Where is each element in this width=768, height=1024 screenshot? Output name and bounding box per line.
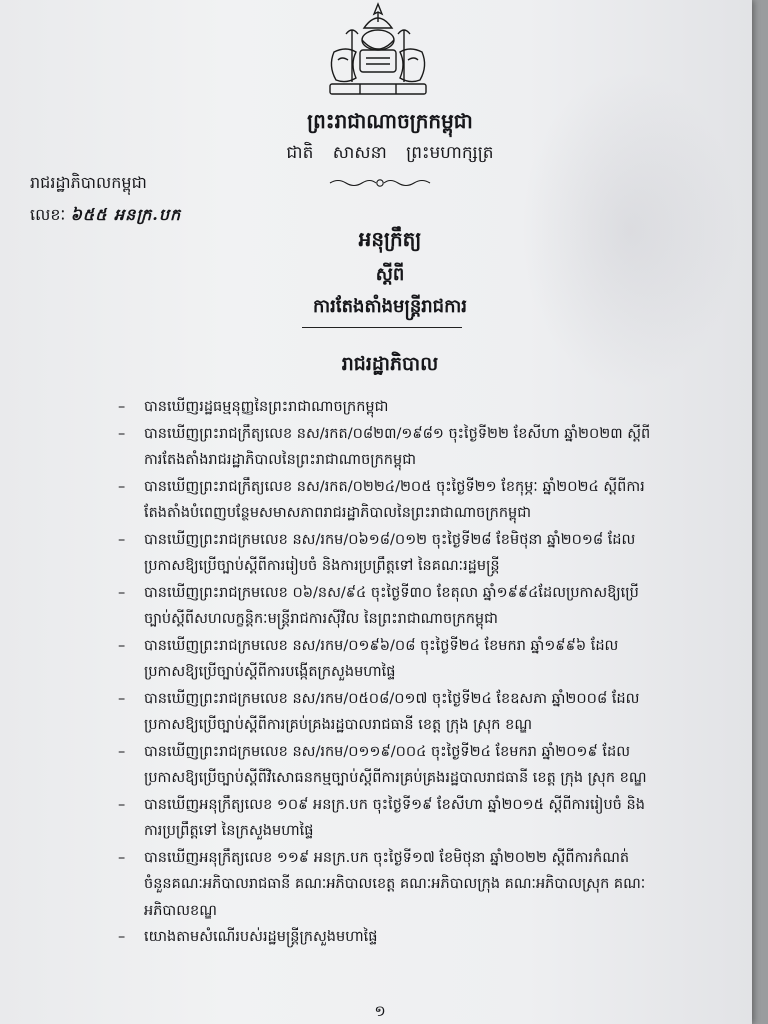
considerations-list: [112, 394, 652, 951]
consideration-item: [112, 394, 652, 421]
consideration-text: បានឃើញព្រះរាជក្រឹត្យលេខ នស/រកត/០៨២៣/១៩៨១ ចុះថ្ងៃទី២២ ខែសីហា ឆ្នាំ២០២៣ ស្តីពីការតែងតាំងរាជរដ្ឋាភិបាលនៃព្រះរាជាណាចក្រកម្ពុជា: [144, 425, 651, 468]
list-dash: –: [118, 849, 126, 866]
subject-underline: [302, 327, 462, 328]
list-dash: –: [118, 690, 126, 707]
page-number: ១: [374, 1002, 386, 1020]
consideration-text: បានឃើញព្រះរាជក្រមលេខ នស/រកម/០១១៩/០០៤ ចុះថ្ងៃទី២៤ ខែមករា ឆ្នាំ២០១៩ ដែលប្រកាសឱ្យប្រើច្បាប់ស្តីពីវិសោធនកម្មច្បាប់ស្តីពីការគ្រប់គ្រងរដ្ឋបាលរាជធានី ខេត្ត ក្រុង ស្រុក ខណ្ឌ: [144, 743, 647, 786]
number-value: ៦៥៥ អនក្រ.បក: [70, 205, 182, 224]
consideration-item: [112, 792, 652, 845]
consideration-text: យោងតាមសំណើរបស់រដ្ឋមន្ត្រីក្រសួងមហាផ្ទៃ: [144, 929, 378, 945]
list-dash: –: [118, 796, 126, 813]
consideration-item: [112, 924, 652, 951]
government-heading: រាជរដ្ឋាភិបាល: [341, 353, 439, 375]
list-dash: –: [118, 929, 126, 945]
consideration-item: [112, 739, 652, 792]
list-dash: –: [118, 399, 126, 415]
list-dash: –: [118, 637, 126, 654]
consideration-text: បានឃើញរដ្ឋធម្មនុញ្ញនៃព្រះរាជាណាចក្រកម្ពុជា: [144, 399, 389, 415]
consideration-text: បានឃើញព្រះរាជក្រមលេខ ០៦/នស/៩៤ ចុះថ្ងៃទី៣០ ខែតុលា ឆ្នាំ១៩៩៤ដែលប្រកាសឱ្យប្រើច្បាប់ស្តីពីសហលក្ខន្តិកៈមន្ត្រីរាជការស៊ីវិល នៃព្រះរាជាណាចក្រកម្ពុជា: [144, 584, 639, 627]
consideration-text: បានឃើញអនុក្រឹត្យលេខ ១០៩ អនក្រ.បក ចុះថ្ងៃទី១៩ ខែសីហា ឆ្នាំ២០១៥ ស្តីពីការរៀបចំ និងការប្រព្រឹត្តទៅ នៃក្រសួងមហាផ្ទៃ: [144, 796, 645, 839]
list-dash: –: [118, 425, 126, 442]
national-motto: ជាតិ សាសនា ព្រះមហាក្សត្រ: [286, 143, 494, 163]
list-dash: –: [118, 531, 126, 548]
consideration-item: [112, 633, 652, 686]
kingdom-heading: ព្រះរាជាណាចក្រកម្ពុជា: [307, 109, 473, 133]
consideration-item: [112, 421, 652, 474]
royal-emblem-icon: [320, 0, 436, 104]
consideration-item: [112, 845, 652, 925]
consideration-item: [112, 527, 652, 580]
document-subject: ការតែងតាំងមន្ត្រីរាជការ: [313, 296, 467, 317]
consideration-text: បានឃើញព្រះរាជក្រមលេខ នស/រកម/០១៩៦/០៨ ចុះថ្ងៃទី២៤ ខែមករា ឆ្នាំ១៩៩៦ ដែលប្រកាសឱ្យប្រើច្បាប់ស្តីពីការបង្កើតក្រសួងមហាផ្ទៃ: [144, 637, 619, 680]
list-dash: –: [118, 584, 126, 601]
consideration-text: បានឃើញព្រះរាជក្រមលេខ នស/រកម/០៥០៨/០១៧ ចុះថ្ងៃទី២៤ ខែឧសភា ឆ្នាំ២០០៨ ដែលប្រកាសឱ្យប្រើច្បាប់ស្តីពីការគ្រប់គ្រងរដ្ឋបាលរាជធានី ខេត្ត ក្រុង ស្រុក ខណ្ឌ: [144, 690, 640, 733]
number-label: លេខៈ: [30, 205, 66, 224]
consideration-item: [112, 580, 652, 633]
ornament-divider-icon: [328, 176, 432, 190]
document-type-title: អនុក្រឹត្យ: [358, 227, 422, 251]
consideration-text: បានឃើញអនុក្រឹត្យលេខ ១១៩ អនក្រ.បក ចុះថ្ងៃទី១៧ ខែមិថុនា ឆ្នាំ២០២២ ស្តីពីការកំណត់ចំនួនគណៈអភិបាលរាជធានី គណៈអភិបាលខេត្ត គណៈអភិបាលក្រុង គណៈអភិបាលស្រុក គណៈអភិបាលខណ្ឌ: [144, 849, 646, 919]
consideration-item: [112, 474, 652, 527]
document-on-label: ស្តីពី: [375, 264, 405, 285]
issuer-label: រាជរដ្ឋាភិបាលកម្ពុជា: [30, 173, 147, 192]
consideration-text: បានឃើញព្រះរាជក្រឹត្យលេខ នស/រកត/០២២៤/២០៥ ចុះថ្ងៃទី២១ ខែកុម្ភៈ ឆ្នាំ២០២៤ ស្តីពីការតែងតាំងបំពេញបន្ថែមសមាសភាពរាជរដ្ឋាភិបាលនៃព្រះរាជាណាចក្រកម្ពុជា: [144, 478, 645, 521]
document-number: [30, 204, 181, 228]
list-dash: –: [118, 743, 126, 760]
consideration-text: បានឃើញព្រះរាជក្រមលេខ នស/រកម/០៦១៨/០១២ ចុះថ្ងៃទី២៨ ខែមិថុនា ឆ្នាំ២០១៨ ដែលប្រកាសឱ្យប្រើច្បាប់ស្តីពីការរៀបចំ និងការប្រព្រឹត្តទៅ នៃគណៈរដ្ឋមន្ត្រី: [144, 531, 636, 574]
consideration-item: [112, 686, 652, 739]
list-dash: –: [118, 478, 126, 495]
